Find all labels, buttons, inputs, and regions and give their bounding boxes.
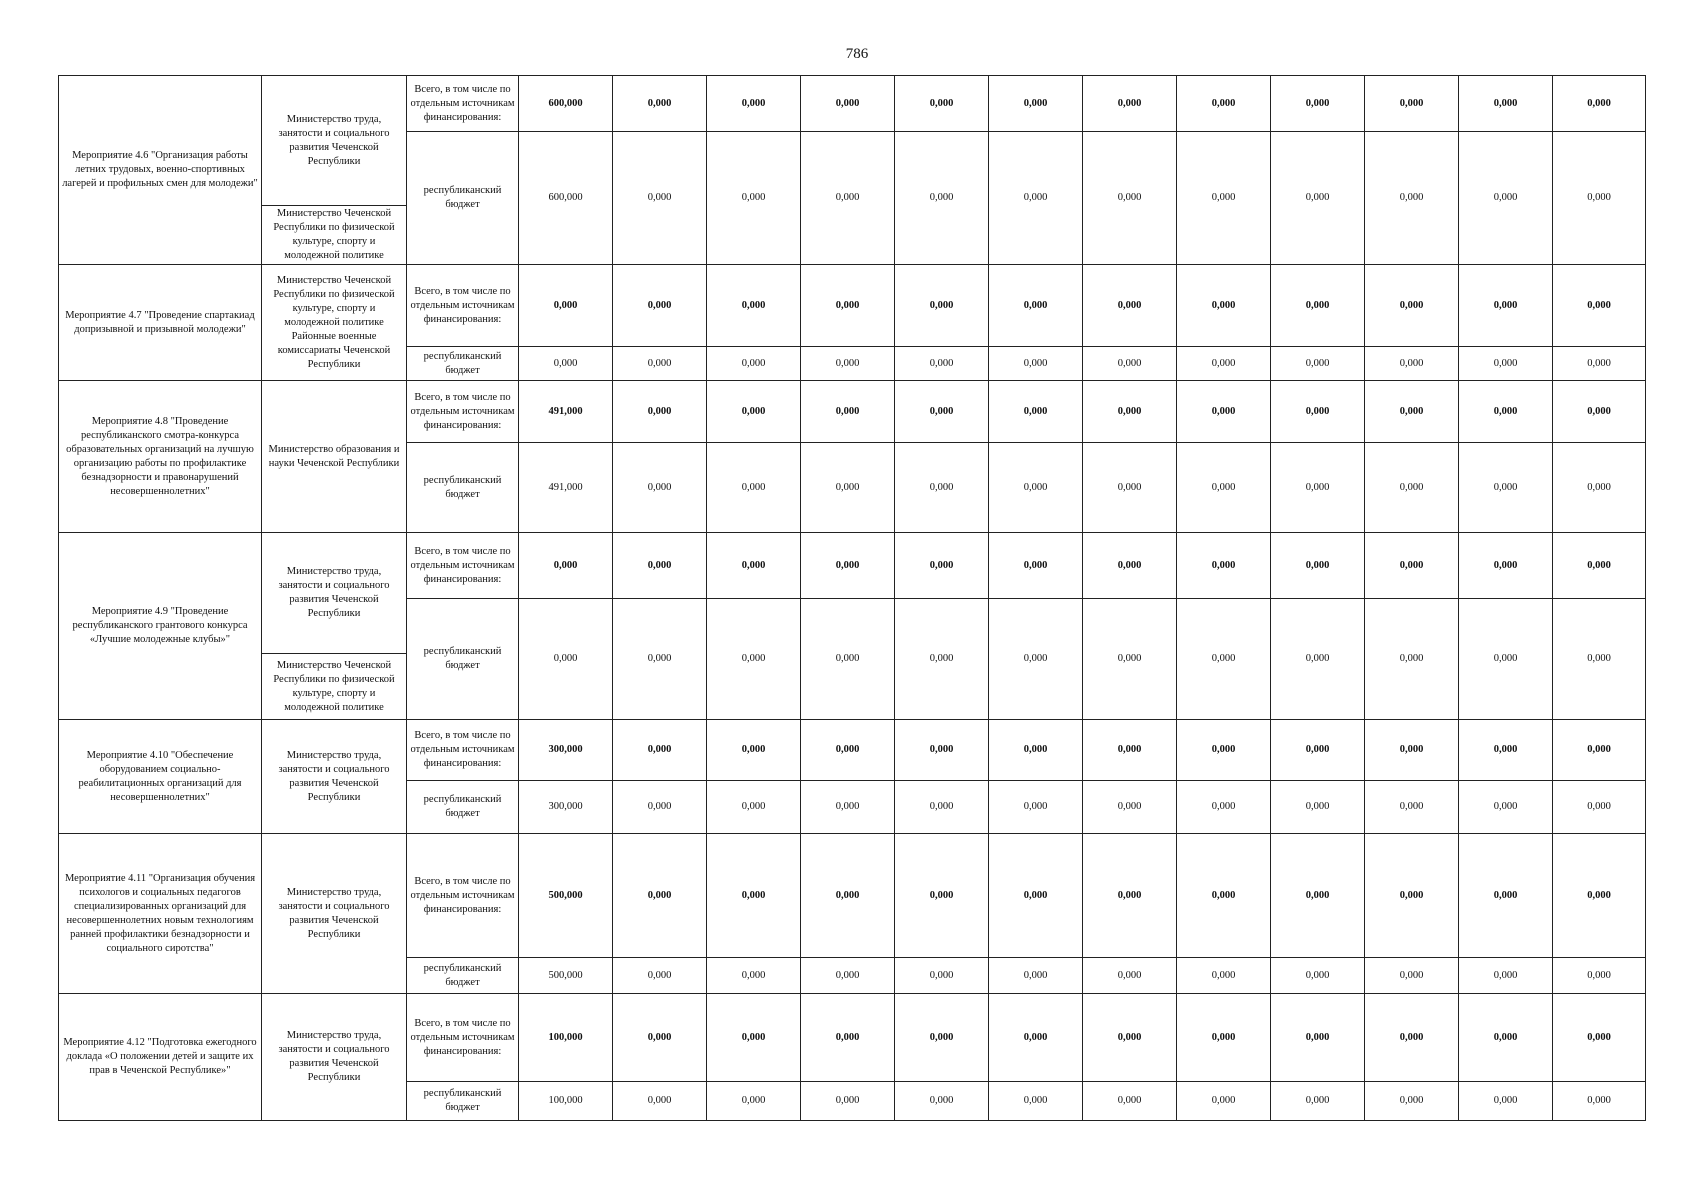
value-cell: 0,000 (989, 381, 1083, 443)
value-cell: 0,000 (1271, 720, 1365, 781)
value-cell: 0,000 (895, 533, 989, 599)
value-cell: 0,000 (989, 1082, 1083, 1121)
value-cell: 0,000 (1083, 1082, 1177, 1121)
value-cell: 0,000 (1459, 994, 1553, 1082)
value-cell: 491,000 (519, 381, 613, 443)
value-cell: 0,000 (613, 347, 707, 381)
value-cell: 0,000 (989, 533, 1083, 599)
value-cell: 0,000 (613, 834, 707, 958)
value-cell: 0,000 (895, 994, 989, 1082)
value-cell: 0,000 (1459, 76, 1553, 132)
value-cell: 0,000 (613, 132, 707, 265)
value-cell: 0,000 (801, 834, 895, 958)
value-cell: 0,000 (613, 1082, 707, 1121)
value-cell: 0,000 (895, 958, 989, 994)
value-cell: 0,000 (1177, 958, 1271, 994)
value-cell: 0,000 (1177, 599, 1271, 720)
value-cell: 0,000 (801, 381, 895, 443)
value-cell: 0,000 (1553, 834, 1646, 958)
value-cell: 0,000 (1459, 381, 1553, 443)
value-cell: 0,000 (613, 994, 707, 1082)
value-cell: 0,000 (1553, 1082, 1646, 1121)
value-cell: 0,000 (989, 994, 1083, 1082)
table-row-total (59, 994, 1646, 1082)
value-cell: 0,000 (1177, 265, 1271, 347)
event-cell: Мероприятие 4.11 "Организация обучения психологов и социальных педагогов специализированных организаций для несовершеннолетних новым технологиям ранней профилактики безнадзорности и социального сиротства" (59, 834, 262, 994)
table-row-total (59, 720, 1646, 781)
value-cell: 0,000 (1365, 76, 1459, 132)
value-cell: 0,000 (1177, 443, 1271, 533)
value-cell: 0,000 (989, 599, 1083, 720)
value-cell: 0,000 (895, 132, 989, 265)
value-cell: 0,000 (895, 1082, 989, 1121)
value-cell: 0,000 (801, 265, 895, 347)
value-cell: 0,000 (895, 720, 989, 781)
table-row-total (59, 533, 1646, 599)
value-cell: 0,000 (707, 265, 801, 347)
table-row-total (59, 381, 1646, 443)
value-cell: 0,000 (801, 994, 895, 1082)
responsible-cell: Министерство образования и науки Чеченской Республики (262, 381, 407, 533)
value-cell: 0,000 (1271, 265, 1365, 347)
value-cell: 0,000 (1177, 994, 1271, 1082)
value-cell: 0,000 (613, 599, 707, 720)
table-row-total (59, 834, 1646, 958)
value-cell: 0,000 (613, 781, 707, 834)
value-cell: 0,000 (989, 781, 1083, 834)
value-cell: 0,000 (1177, 834, 1271, 958)
value-cell: 0,000 (1553, 533, 1646, 599)
value-cell: 0,000 (1459, 834, 1553, 958)
value-cell: 0,000 (895, 781, 989, 834)
value-cell: 600,000 (519, 132, 613, 265)
value-cell: 0,000 (613, 76, 707, 132)
value-cell: 0,000 (989, 958, 1083, 994)
value-cell: 0,000 (707, 599, 801, 720)
value-cell: 0,000 (895, 599, 989, 720)
value-cell: 0,000 (707, 381, 801, 443)
source-budget-label: республиканский бюджет (407, 1082, 519, 1121)
value-cell: 0,000 (1365, 533, 1459, 599)
value-cell: 0,000 (989, 132, 1083, 265)
value-cell: 0,000 (1271, 834, 1365, 958)
value-cell: 0,000 (1459, 781, 1553, 834)
value-cell: 0,000 (1083, 958, 1177, 994)
table-row-total (59, 76, 1646, 132)
value-cell: 0,000 (613, 720, 707, 781)
value-cell: 0,000 (1365, 958, 1459, 994)
value-cell: 0,000 (801, 533, 895, 599)
value-cell: 0,000 (1177, 132, 1271, 265)
value-cell: 0,000 (1459, 132, 1553, 265)
value-cell: 0,000 (1553, 443, 1646, 533)
value-cell: 0,000 (801, 781, 895, 834)
value-cell: 0,000 (989, 443, 1083, 533)
value-cell: 0,000 (1271, 994, 1365, 1082)
value-cell: 0,000 (1553, 781, 1646, 834)
value-cell: 0,000 (801, 443, 895, 533)
source-total-label: Всего, в том числе по отдельным источникам финансирования: (407, 834, 519, 958)
value-cell: 0,000 (1459, 599, 1553, 720)
value-cell: 0,000 (801, 132, 895, 265)
value-cell: 0,000 (1459, 347, 1553, 381)
value-cell: 0,000 (1553, 381, 1646, 443)
value-cell: 0,000 (1459, 443, 1553, 533)
value-cell: 0,000 (989, 265, 1083, 347)
responsible-cell: Министерство труда, занятости и социального развития Чеченской Республики (262, 533, 407, 654)
value-cell: 0,000 (1365, 265, 1459, 347)
value-cell: 0,000 (1365, 381, 1459, 443)
value-cell: 0,000 (895, 834, 989, 958)
value-cell: 0,000 (1271, 958, 1365, 994)
financing-table (58, 75, 1646, 1121)
value-cell: 0,000 (707, 533, 801, 599)
value-cell: 600,000 (519, 76, 613, 132)
value-cell: 0,000 (1271, 533, 1365, 599)
responsible-cell: Министерство труда, занятости и социального развития Чеченской Республики (262, 720, 407, 834)
value-cell: 0,000 (1459, 265, 1553, 347)
value-cell: 491,000 (519, 443, 613, 533)
source-budget-label: республиканский бюджет (407, 443, 519, 533)
value-cell: 0,000 (1083, 265, 1177, 347)
value-cell: 0,000 (1083, 347, 1177, 381)
value-cell: 0,000 (707, 834, 801, 958)
responsible-cell: Министерство Чеченской Республики по физической культуре, спорту и молодежной политике (262, 206, 407, 265)
value-cell: 0,000 (801, 958, 895, 994)
value-cell: 0,000 (1553, 347, 1646, 381)
value-cell: 0,000 (707, 720, 801, 781)
source-budget-label: республиканский бюджет (407, 958, 519, 994)
page-number: 786 (845, 46, 869, 62)
value-cell: 0,000 (1553, 265, 1646, 347)
source-total-label: Всего, в том числе по отдельным источникам финансирования: (407, 381, 519, 443)
value-cell: 0,000 (1083, 533, 1177, 599)
value-cell: 0,000 (1553, 994, 1646, 1082)
value-cell: 0,000 (1365, 1082, 1459, 1121)
value-cell: 0,000 (707, 958, 801, 994)
value-cell: 0,000 (1177, 347, 1271, 381)
value-cell: 0,000 (1083, 834, 1177, 958)
event-cell: Мероприятие 4.12 "Подготовка ежегодного доклада «О положении детей и защите их прав в Чеченской Республике»" (59, 994, 262, 1121)
value-cell: 0,000 (1553, 599, 1646, 720)
value-cell: 0,000 (613, 265, 707, 347)
event-cell: Мероприятие 4.10 "Обеспечение оборудованием социально-реабилитационных организаций для несовершеннолетних" (59, 720, 262, 834)
value-cell: 0,000 (1365, 994, 1459, 1082)
responsible-cell: Министерство труда, занятости и социального развития Чеченской Республики (262, 834, 407, 994)
event-cell: Мероприятие 4.7 "Проведение спартакиад допризывной и призывной молодежи" (59, 265, 262, 381)
value-cell: 0,000 (1459, 1082, 1553, 1121)
value-cell: 0,000 (895, 443, 989, 533)
event-cell: Мероприятие 4.9 "Проведение республиканского грантового конкурса «Лучшие молодежные клубы»" (59, 533, 262, 720)
value-cell: 0,000 (707, 443, 801, 533)
responsible-cell: Министерство труда, занятости и социального развития Чеченской Республики (262, 76, 407, 206)
source-total-label: Всего, в том числе по отдельным источникам финансирования: (407, 994, 519, 1082)
value-cell: 500,000 (519, 958, 613, 994)
value-cell: 0,000 (1271, 347, 1365, 381)
value-cell: 0,000 (519, 599, 613, 720)
value-cell: 0,000 (1271, 599, 1365, 720)
value-cell: 0,000 (1271, 76, 1365, 132)
value-cell: 100,000 (519, 994, 613, 1082)
value-cell: 0,000 (1177, 381, 1271, 443)
value-cell: 0,000 (519, 533, 613, 599)
value-cell: 0,000 (801, 1082, 895, 1121)
value-cell: 0,000 (801, 599, 895, 720)
value-cell: 0,000 (1365, 347, 1459, 381)
value-cell: 0,000 (989, 347, 1083, 381)
value-cell: 0,000 (989, 76, 1083, 132)
value-cell: 0,000 (1083, 781, 1177, 834)
value-cell: 0,000 (1271, 443, 1365, 533)
value-cell: 0,000 (1365, 781, 1459, 834)
value-cell: 0,000 (1459, 720, 1553, 781)
source-budget-label: республиканский бюджет (407, 781, 519, 834)
value-cell: 0,000 (1177, 720, 1271, 781)
value-cell: 0,000 (707, 347, 801, 381)
value-cell: 0,000 (1271, 1082, 1365, 1121)
value-cell: 0,000 (801, 76, 895, 132)
value-cell: 0,000 (1365, 834, 1459, 958)
value-cell: 0,000 (519, 265, 613, 347)
event-cell: Мероприятие 4.6 "Организация работы летних трудовых, военно-спортивных лагерей и профильных смен для молодежи" (59, 76, 262, 265)
value-cell: 300,000 (519, 781, 613, 834)
table-row-total (59, 265, 1646, 347)
value-cell: 0,000 (1553, 958, 1646, 994)
value-cell: 0,000 (1177, 533, 1271, 599)
value-cell: 0,000 (895, 76, 989, 132)
value-cell: 0,000 (1365, 132, 1459, 265)
value-cell: 0,000 (613, 958, 707, 994)
value-cell: 0,000 (519, 347, 613, 381)
value-cell: 0,000 (989, 720, 1083, 781)
source-budget-label: республиканский бюджет (407, 132, 519, 265)
value-cell: 0,000 (707, 76, 801, 132)
value-cell: 500,000 (519, 834, 613, 958)
value-cell: 0,000 (801, 347, 895, 381)
value-cell: 0,000 (1083, 720, 1177, 781)
value-cell: 0,000 (613, 443, 707, 533)
value-cell: 0,000 (1083, 381, 1177, 443)
value-cell: 0,000 (1459, 533, 1553, 599)
source-total-label: Всего, в том числе по отдельным источникам финансирования: (407, 76, 519, 132)
value-cell: 0,000 (1177, 1082, 1271, 1121)
value-cell: 0,000 (895, 381, 989, 443)
value-cell: 300,000 (519, 720, 613, 781)
value-cell: 0,000 (613, 533, 707, 599)
value-cell: 0,000 (707, 781, 801, 834)
value-cell: 0,000 (613, 381, 707, 443)
event-cell: Мероприятие 4.8 "Проведение республиканского смотра-конкурса образовательных организаций на лучшую организацию работы по профилактике безнадзорности и правонарушений несовершеннолетних" (59, 381, 262, 533)
value-cell: 0,000 (1553, 76, 1646, 132)
value-cell: 0,000 (1365, 599, 1459, 720)
source-budget-label: республиканский бюджет (407, 347, 519, 381)
value-cell: 0,000 (1365, 443, 1459, 533)
value-cell: 0,000 (1365, 720, 1459, 781)
value-cell: 0,000 (1083, 443, 1177, 533)
responsible-cell: Министерство Чеченской Республики по физической культуре, спорту и молодежной политике Районные военные комиссариаты Чеченской Республики (262, 265, 407, 381)
value-cell: 0,000 (707, 1082, 801, 1121)
value-cell: 0,000 (989, 834, 1083, 958)
value-cell: 0,000 (1271, 381, 1365, 443)
value-cell: 0,000 (1083, 994, 1177, 1082)
value-cell: 0,000 (895, 265, 989, 347)
value-cell: 0,000 (1177, 781, 1271, 834)
value-cell: 100,000 (519, 1082, 613, 1121)
value-cell: 0,000 (1177, 76, 1271, 132)
value-cell: 0,000 (801, 720, 895, 781)
source-total-label: Всего, в том числе по отдельным источникам финансирования: (407, 533, 519, 599)
source-total-label: Всего, в том числе по отдельным источникам финансирования: (407, 265, 519, 347)
responsible-cell: Министерство Чеченской Республики по физической культуре, спорту и молодежной политике (262, 654, 407, 720)
value-cell: 0,000 (1083, 599, 1177, 720)
value-cell: 0,000 (1083, 132, 1177, 265)
value-cell: 0,000 (1553, 720, 1646, 781)
value-cell: 0,000 (895, 347, 989, 381)
value-cell: 0,000 (707, 994, 801, 1082)
value-cell: 0,000 (1271, 781, 1365, 834)
source-budget-label: республиканский бюджет (407, 599, 519, 720)
value-cell: 0,000 (1553, 132, 1646, 265)
responsible-cell: Министерство труда, занятости и социального развития Чеченской Республики (262, 994, 407, 1121)
value-cell: 0,000 (1271, 132, 1365, 265)
value-cell: 0,000 (1459, 958, 1553, 994)
value-cell: 0,000 (1083, 76, 1177, 132)
source-total-label: Всего, в том числе по отдельным источникам финансирования: (407, 720, 519, 781)
value-cell: 0,000 (707, 132, 801, 265)
